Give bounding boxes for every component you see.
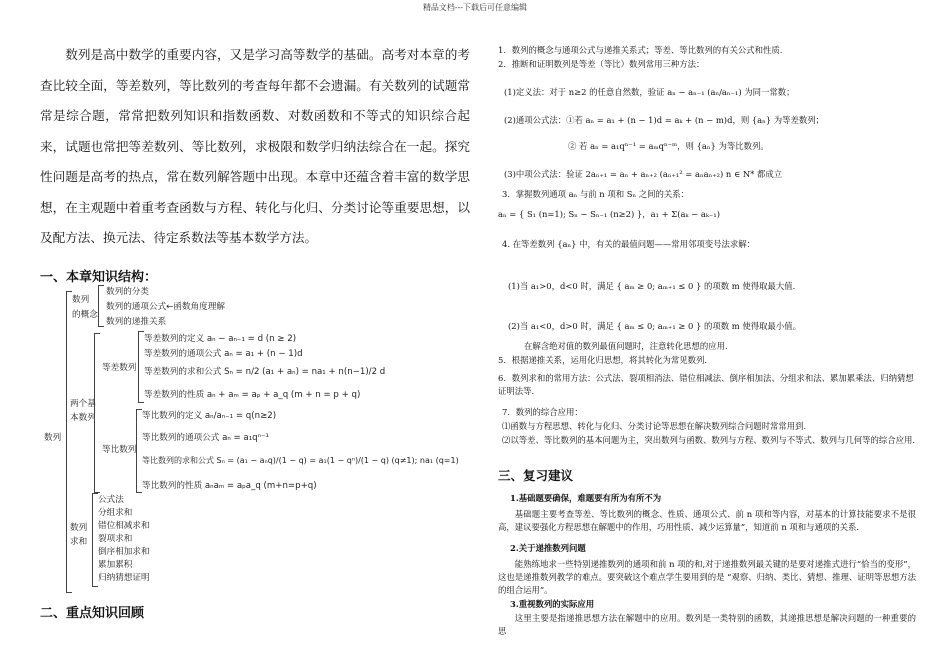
- review-item: (1)定义法：对于 n≥2 的任意自然数，验证 aₙ − aₙ₋₁ (aₙ/aₙ₋₁) 为同一常数；: [504, 87, 795, 97]
- sum-item: 累加累积: [98, 560, 133, 570]
- tree-root: 数列: [44, 433, 62, 443]
- review-item: aₙ = { S₁ (n=1); Sₙ − Sₙ₋₁ (n≥2) }，a₁ + Σ(aₖ − aₖ₋₁): [498, 209, 720, 219]
- concept-item: 数列的通项公式←函数角度理解: [106, 302, 225, 312]
- review-item: (3)中项公式法：验证 2aₙ₊₁ = aₙ + aₙ₊₂ (aₙ₊₁² = aₙaₙ₊₂) n ∈ N* 都成立: [504, 169, 783, 179]
- sum-item: 裂项求和: [98, 534, 133, 544]
- tree-sum: 数列 求和: [70, 523, 88, 547]
- intro-paragraph: 数列是高中数学的重要内容，又是学习高等数学的基础。高考对本章的考查比较全面，等差数列，等比数列的考查每年都不会遗漏。有关数列的试题常常是综合题，常常把数列知识和指数函数、对数函数和不等式的知识综合起来，试题也常把等差数列、等比数列，求极限和数学归纳法综合在一起。探究性问题是高考的热点，常在数列解答题中出现。本章中还蕴含着丰富的数学思想，在主观题中着重考查函数与方程、转化与化归、分类讨论等重要思想，以及配方法、换元法、待定系数法等基本数学方法。: [40, 47, 470, 245]
- tree-basic-brace: [94, 333, 100, 493]
- review-item: 1．数列的概念与通项公式与递推关系式；等差、等比数列的有关公式和性质.: [498, 45, 783, 55]
- review-item: (2)通项公式法：①若 aₙ = a₁ + (n − 1)d = aₖ + (n − m)d，则 {aₙ} 为等差数列；: [504, 115, 825, 125]
- arith-item: 等差数列的定义 aₙ − aₙ₋₁ = d (n ≥ 2): [144, 334, 297, 344]
- concept-item: 数列的分类: [106, 287, 149, 297]
- review-item: ⑵以等差、等比数列的基本问题为主，突出数列与函数、数列与方程、数列与不等式、数列与几何等的综合应用.: [502, 435, 916, 445]
- section-1-heading: 一、本章知识结构：: [40, 270, 158, 285]
- geo-item: 等比数列的性质 aₙaₘ = aₚa_q (m+n=p+q): [142, 481, 317, 491]
- review-item: 7．数列的综合应用：: [502, 407, 583, 417]
- geo-item: 等比数列的求和公式 Sₙ = (a₁ − aₙq)/(1 − q) = a₁(1 − qⁿ)/(1 − q) (q≠1); na₁ (q=1): [142, 456, 459, 465]
- review-item: (2)当 a₁<0，d>0 时，满足 { aₘ ≤ 0; aₘ₊₁ ≥ 0 } 的项数 m 使得取最小值。: [508, 321, 802, 331]
- sum-item: 归纳猜想证明: [98, 573, 150, 583]
- sum-item: 分组求和: [98, 508, 133, 518]
- tree-basic: 两个基 本数列: [70, 399, 96, 423]
- section-2-heading: 二、重点知识回顾: [40, 606, 145, 621]
- advice-title: 2.关于递推数列问题: [510, 543, 586, 553]
- advice-title: 3.重视数列的实际应用: [510, 599, 595, 609]
- advice-text: 能熟练地求一些特别递推数列的通项和前 n 项的和,对于递推数列最关键的是要对递推式进行“恰当的变形”，这也是递推数列教学的难点。要突破这个难点学生要用到的是 “观察、归纳、类比、猜想、推理、证明等思想方法的组合运用”。: [498, 559, 916, 595]
- tree-geo: 等比数列: [102, 445, 137, 455]
- concept-item: 数列的递推关系: [106, 317, 167, 327]
- arith-item: 等差数列的性质 aₙ + aₘ = aₚ + a_q (m + n = p + q): [144, 390, 361, 400]
- advice-title: 1.基础题要确保，难题要有所为有所不为: [510, 493, 662, 503]
- arith-item: 等差数列的通项公式 aₙ = a₁ + (n − 1)d: [144, 349, 303, 359]
- tree-arith: 等差数列: [102, 363, 137, 373]
- review-item: ② 若 aₙ = a₁qⁿ⁻¹ = aₘqⁿ⁻ᵐ，则 {aₙ} 为等比数列。: [568, 141, 769, 151]
- review-item: 5．根据递推关系，运用化归思想，将其转化为常见数列.: [498, 355, 707, 365]
- geo-item: 等比数列的定义 aₙ/aₙ₋₁ = q(n≥2): [142, 411, 277, 421]
- review-item: ⑴函数与方程思想、转化与化归、分类讨论等思想在解决数列综合问题时常常用到.: [502, 421, 807, 431]
- tree-concept-brace: [98, 285, 104, 327]
- review-item: 2．推断和证明数列是等差（等比）数列常用三种方法：: [498, 59, 705, 69]
- sum-item: 公式法: [98, 495, 124, 505]
- knowledge-structure-tree: [40, 285, 480, 585]
- tree-concept: 数列 的概念: [72, 295, 98, 320]
- sum-item: 错位相减求和: [98, 521, 150, 531]
- review-item: 在解含绝对值的数列最值问题时，注意转化思想的应用.: [524, 341, 728, 351]
- advice-text: 基础题主要考查等差、等比数列的概念、性质、通项公式、前 n 项和等内容，对基本的计算技能要求不是很高，建议要强化方程思想在解题中的作用，巧用性质、减少运算量”，知道前 n 项和与通项的关系.: [498, 509, 916, 532]
- left-column: [40, 40, 470, 254]
- review-item: (1)当 a₁>0，d<0 时，满足 { aₘ ≥ 0; aₘ₊₁ ≤ 0 } 的项数 m 使得取最大值.: [508, 281, 796, 291]
- arith-item: 等差数列的求和公式 Sₙ = n/2 (a₁ + aₙ) = na₁ + n(n−1)/2 d: [144, 367, 386, 377]
- review-item: 4. 在等差数列 {aₙ} 中，有关的最值问题——常用邻项变号法求解：: [502, 239, 755, 249]
- review-item: 6．数列求和的常用方法：公式法、裂项相消法、错位相减法、倒序相加法、分组求和法、累加累乘法、归纳猜想证明法等.: [498, 373, 914, 396]
- advice-text: 这里主要是指递推思想方法在解题中的应用。数列是一类特别的函数，其递推思想是解决问题的一种重要的思: [498, 613, 916, 636]
- page-header: 精品文档---下载后可任意编辑: [422, 3, 528, 12]
- review-item: 3．掌握数列通项 aₙ 与前 n 项和 Sₙ 之间的关系：: [502, 189, 690, 199]
- geo-item: 等比数列的通项公式 aₙ = a₁qⁿ⁻¹: [142, 433, 270, 443]
- sum-item: 倒序相加求和: [98, 547, 150, 557]
- section-3-heading: 三、复习建议: [498, 468, 574, 483]
